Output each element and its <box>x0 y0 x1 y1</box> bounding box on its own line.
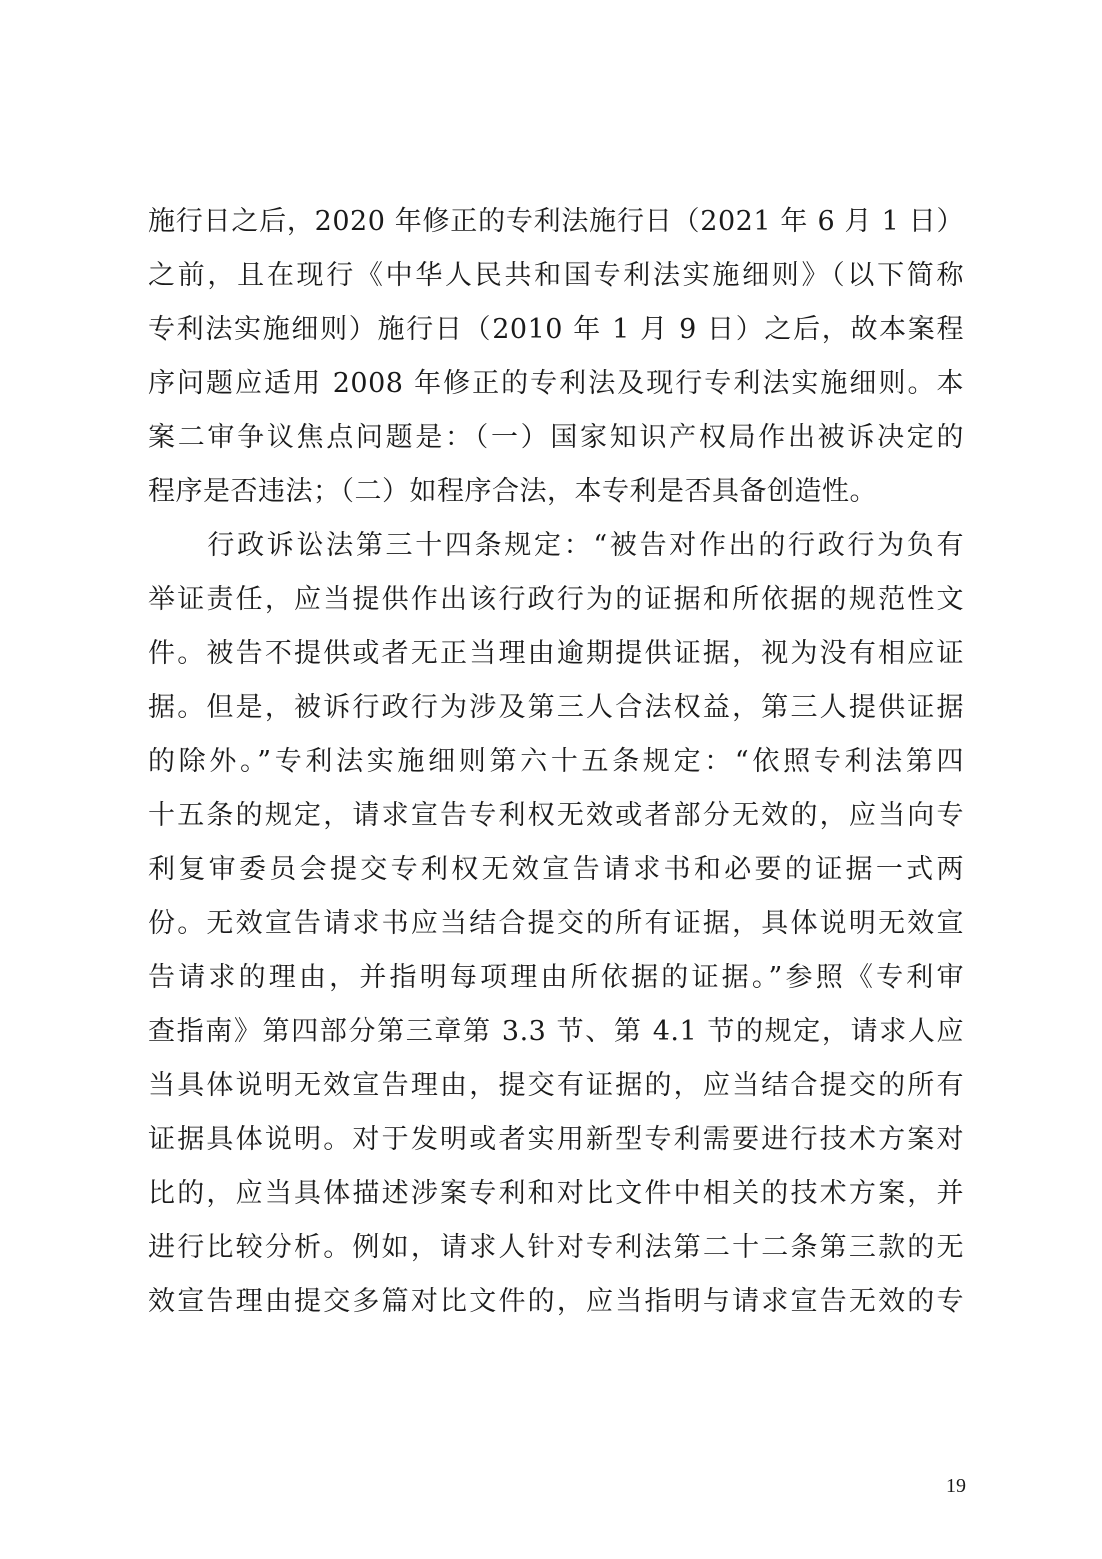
text-line: 专利法实施细则）施行日（2010 年 1 月 9 日）之后，故本案程 <box>148 314 964 345</box>
text-line: 证据具体说明。对于发明或者实用新型专利需要进行技术方案对 <box>148 1124 964 1155</box>
paragraph-start-line: 行政诉讼法第三十四条规定：“被告对作出的行政行为负有 <box>148 530 964 561</box>
text-line: 效宣告理由提交多篇对比文件的，应当指明与请求宣告无效的专 <box>148 1286 964 1317</box>
text-line: 件。被告不提供或者无正当理由逾期提供证据，视为没有相应证 <box>148 638 964 669</box>
text-line: 告请求的理由，并指明每项理由所依据的证据。”参照《专利审 <box>148 962 964 993</box>
text-line: 施行日之后，2020 年修正的专利法施行日（2021 年 6 月 1 日） <box>148 206 964 237</box>
page-number: 19 <box>946 1475 966 1497</box>
text-line: 查指南》第四部分第三章第 3.3 节、第 4.1 节的规定，请求人应 <box>148 1016 964 1047</box>
text-line: 份。无效宣告请求书应当结合提交的所有证据，具体说明无效宣 <box>148 908 964 939</box>
text-line: 程序是否违法；（二）如程序合法，本专利是否具备创造性。 <box>148 476 877 507</box>
text-line: 举证责任，应当提供作出该行政行为的证据和所依据的规范性文 <box>148 584 964 615</box>
text-line: 进行比较分析。例如，请求人针对专利法第二十二条第三款的无 <box>148 1232 964 1263</box>
text-line: 利复审委员会提交专利权无效宣告请求书和必要的证据一式两 <box>148 854 964 885</box>
text-line: 之前，且在现行《中华人民共和国专利法实施细则》（以下简称 <box>148 260 964 291</box>
text-line: 序问题应适用 2008 年修正的专利法及现行专利法实施细则。本 <box>148 368 964 399</box>
text-line: 的除外。”专利法实施细则第六十五条规定：“依照专利法第四 <box>148 746 964 777</box>
text-line: 当具体说明无效宣告理由，提交有证据的，应当结合提交的所有 <box>148 1070 964 1101</box>
text-line: 据。但是，被诉行政行为涉及第三人合法权益，第三人提供证据 <box>148 692 964 723</box>
text-line: 十五条的规定，请求宣告专利权无效或者部分无效的，应当向专 <box>148 800 964 831</box>
text-line: 比的，应当具体描述涉案专利和对比文件中相关的技术方案，并 <box>148 1178 964 1209</box>
text-line: 案二审争议焦点问题是：（一）国家知识产权局作出被诉决定的 <box>148 422 964 453</box>
